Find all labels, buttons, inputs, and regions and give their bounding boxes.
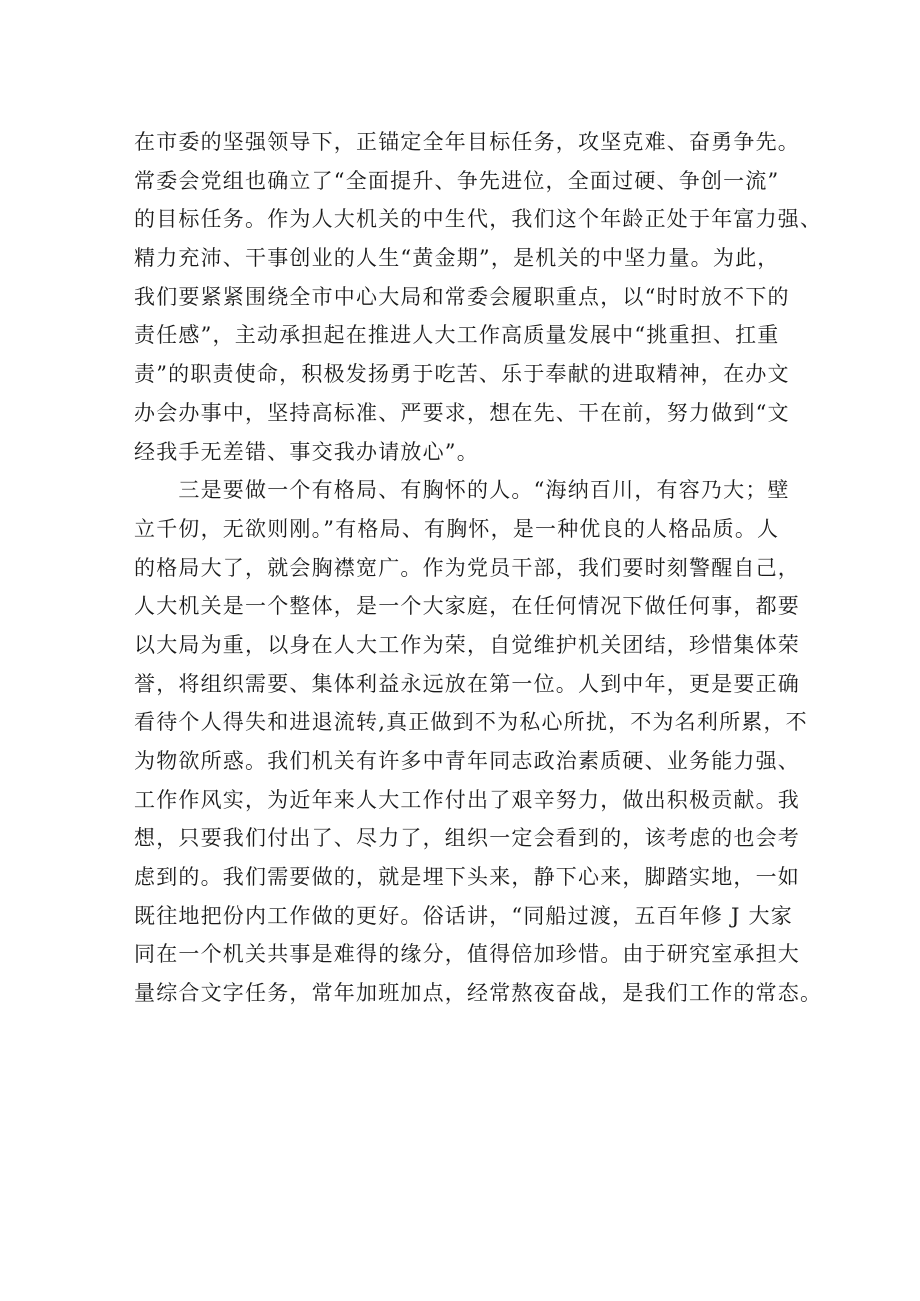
text-line: 看待个人得失和进退流转,真正做到不为私心所扰，不为名利所累，不 [134,710,808,735]
text-line: 量综合文字任务，常年加班加点，经常熬夜奋战，是我们工作的常态。 [134,981,823,1006]
text-line: 办会办事中，坚持高标准、严要求，想在先、干在前，努力做到“文 [134,400,790,425]
text-line: 想，只要我们付出了、尽力了，组织一定会看到的，该考虑的也会考 [134,826,800,851]
text-line: 经我手无差错、事交我办请放心”。 [134,439,479,464]
text-line: 既往地把份内工作做的更好。俗话讲，“同船过渡，五百年修 J 大家 [134,903,793,928]
text-line: 人大机关是一个整体，是一个大家庭，在任何情况下做任何事，都要 [134,594,800,619]
text-line: 的格局大了，就会胸襟宽广。作为党员干部，我们要时刻警醒自己， [134,555,800,580]
text-line: 虑到的。我们需要做的，就是埋下头来，静下心来，脚踏实地，一如 [134,865,800,890]
text-line: 在市委的坚强领导下，正锚定全年目标任务，攻坚克难、奋勇争先。 [134,130,800,154]
text-line: 同在一个机关共事是难得的缘分，值得倍加珍惜。由于研究室承担大 [134,942,800,967]
text-line: 我们要紧紧围绕全市中心大局和常委会履职重点，以“时时放不下的 [134,284,790,309]
text-line: 为物欲所惑。我们机关有许多中青年同志政治素质硬、业务能力强、 [134,749,800,773]
text-line: 常委会党组也确立了“全面提升、争先进位，全面过硬、争创一流” [134,168,780,193]
text-line: 三是要做一个有格局、有胸怀的人。“海纳百川，有容乃大；壁 [134,478,790,503]
text-line: 誉，将组织需要、集体利益永远放在第一位。人到中年，更是要正确 [134,671,800,696]
text-line: 责任感”，主动承担起在推进人大工作高质量发展中“挑重担、扛重 [134,323,780,348]
body-text [134,123,823,1013]
text-line: 立千仞，无欲则刚。”有格局、有胸怀，是一种优良的人格品质。人 [134,516,780,541]
text-line: 以大局为重，以身在人大工作为荣，自觉维护机关团结，珍惜集体荣 [134,632,800,657]
text-line: 工作作风实，为近年来人大工作付出了艰辛努力，做出积极贡献。我 [134,787,800,812]
text-line: 的目标任务。作为人大机关的中生代，我们这个年龄正处于年富力强、 [134,207,823,232]
text-line: 精力充沛、干事创业的人生“黄金期”，是机关的中坚力量。为此， [134,246,780,271]
text-line: 责”的职责使命，积极发扬勇于吃苦、乐于奉献的进取精神，在办文 [134,362,790,387]
